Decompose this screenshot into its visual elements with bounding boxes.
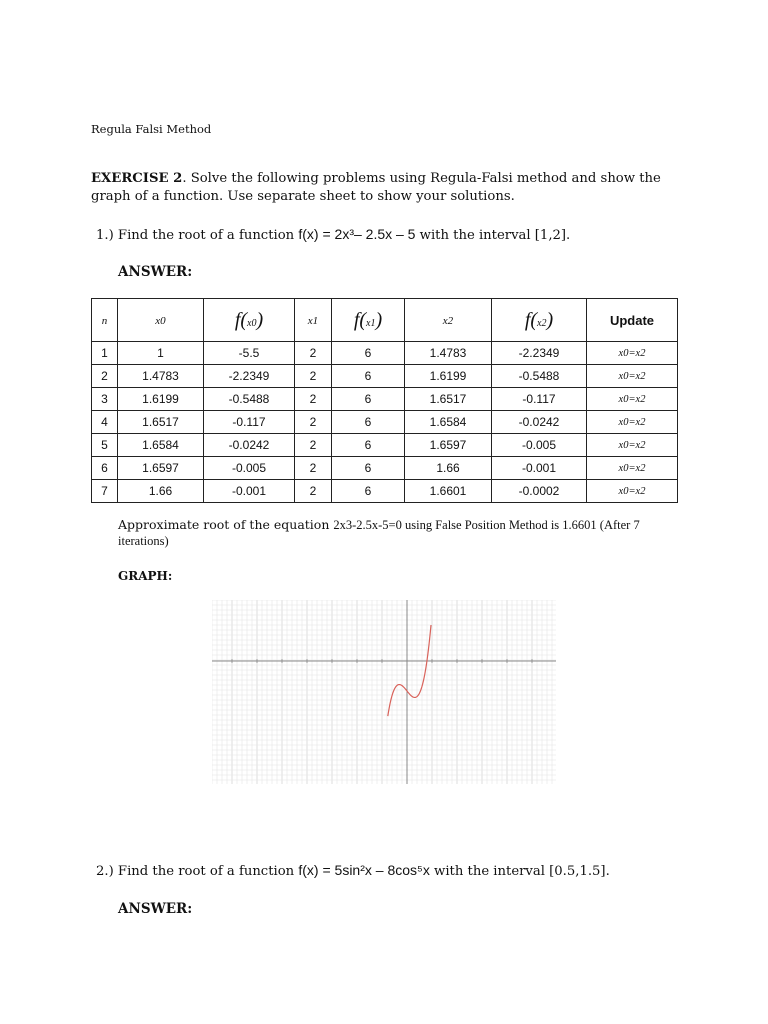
table-cell: 1.6584	[118, 434, 204, 457]
question-1-function: f(x) = 2x³– 2.5x – 5	[298, 226, 416, 242]
graph-label: GRAPH:	[118, 569, 173, 583]
table-cell: x0=x2	[587, 388, 678, 411]
table-cell: -2.2349	[204, 365, 295, 388]
table-cell: 6	[332, 388, 405, 411]
table-header-row	[92, 299, 678, 342]
table-cell: 6	[92, 457, 118, 480]
table-cell: 2	[295, 457, 332, 480]
table-cell: -0.5488	[204, 388, 295, 411]
table-cell: 1.6517	[118, 411, 204, 434]
table-cell: 1.4783	[118, 365, 204, 388]
header-x2: x2	[405, 299, 492, 342]
table-cell: 6	[332, 411, 405, 434]
question-2	[96, 862, 610, 879]
approx-prefix: Approximate root of the equation	[118, 517, 330, 532]
table-cell: -0.0242	[204, 434, 295, 457]
table-cell: 1.6597	[405, 434, 492, 457]
table-cell: -0.117	[204, 411, 295, 434]
table-cell: 1.6597	[118, 457, 204, 480]
table-cell: -0.0242	[492, 411, 587, 434]
table-cell: -0.001	[204, 480, 295, 503]
table-cell: -0.001	[492, 457, 587, 480]
header-fx1: f(x1)	[332, 299, 405, 342]
graph-grid	[212, 600, 556, 784]
table-row	[92, 411, 678, 434]
table-row	[92, 480, 678, 503]
table-cell: 1	[92, 342, 118, 365]
table-row	[92, 342, 678, 365]
table-cell: x0=x2	[587, 480, 678, 503]
table-cell: 1.6199	[118, 388, 204, 411]
table-cell: 2	[295, 365, 332, 388]
table-cell: -0.117	[492, 388, 587, 411]
header-update: Update	[587, 299, 678, 342]
table-cell: x0=x2	[587, 342, 678, 365]
table-cell: x0=x2	[587, 411, 678, 434]
question-1	[96, 226, 570, 243]
table-cell: 2	[295, 388, 332, 411]
question-2-prefix: 2.) Find the root of a function	[96, 864, 295, 879]
table-cell: 2	[295, 411, 332, 434]
table-cell: 1.4783	[405, 342, 492, 365]
approximate-root-statement	[118, 517, 678, 549]
table-row	[92, 434, 678, 457]
exercise-number: EXERCISE 2	[91, 171, 183, 186]
table-cell: 1.66	[405, 457, 492, 480]
header-x1: x1	[295, 299, 332, 342]
answer-2-label: ANSWER:	[118, 901, 193, 917]
table-cell: 6	[332, 457, 405, 480]
table-cell: x0=x2	[587, 457, 678, 480]
table-row	[92, 457, 678, 480]
table-cell: 1.66	[118, 480, 204, 503]
header-n: n	[92, 299, 118, 342]
table-cell: 6	[332, 342, 405, 365]
table-cell: -0.005	[204, 457, 295, 480]
table-cell: x0=x2	[587, 365, 678, 388]
iteration-table	[91, 298, 678, 503]
question-2-function: f(x) = 5sin²x – 8cos⁵x	[298, 862, 430, 878]
table-cell: 2	[295, 342, 332, 365]
table-cell: x0=x2	[587, 434, 678, 457]
exercise-heading	[91, 170, 681, 206]
header-fx0: f(x0)	[204, 299, 295, 342]
table-cell: -0.5488	[492, 365, 587, 388]
table-cell: 1.6584	[405, 411, 492, 434]
header-x0: x0	[118, 299, 204, 342]
table-cell: 6	[332, 480, 405, 503]
question-2-suffix: with the interval [0.5,1.5].	[434, 864, 610, 879]
cubic-curve	[388, 625, 431, 716]
table-cell: 6	[332, 365, 405, 388]
approx-equation: 2x3-2.5x-5=0 using False Position Method is 1.6601 (After 7 iterations)	[118, 518, 640, 548]
table-row	[92, 388, 678, 411]
function-graph	[212, 600, 556, 784]
table-cell: 1.6199	[405, 365, 492, 388]
table-cell: 6	[332, 434, 405, 457]
document-title: Regula Falsi Method	[91, 122, 212, 136]
table-cell: 5	[92, 434, 118, 457]
table-cell: -2.2349	[492, 342, 587, 365]
table-cell: 1.6517	[405, 388, 492, 411]
table-row	[92, 365, 678, 388]
table-cell: -0.005	[492, 434, 587, 457]
table-cell: -0.0002	[492, 480, 587, 503]
table-cell: 3	[92, 388, 118, 411]
table-cell: 2	[92, 365, 118, 388]
exercise-instructions: . Solve the following problems using Regula-Falsi method and show the graph of a function. Use separate sheet to show your solutions.	[91, 171, 661, 204]
question-1-prefix: 1.) Find the root of a function	[96, 228, 295, 243]
table-cell: 7	[92, 480, 118, 503]
table-cell: 1	[118, 342, 204, 365]
table-cell: 1.6601	[405, 480, 492, 503]
answer-label: ANSWER:	[118, 264, 193, 280]
table-cell: 4	[92, 411, 118, 434]
question-1-suffix: with the interval [1,2].	[419, 228, 571, 243]
table-cell: 2	[295, 480, 332, 503]
table-cell: 2	[295, 434, 332, 457]
header-fx2: f(x2)	[492, 299, 587, 342]
table-cell: -5.5	[204, 342, 295, 365]
